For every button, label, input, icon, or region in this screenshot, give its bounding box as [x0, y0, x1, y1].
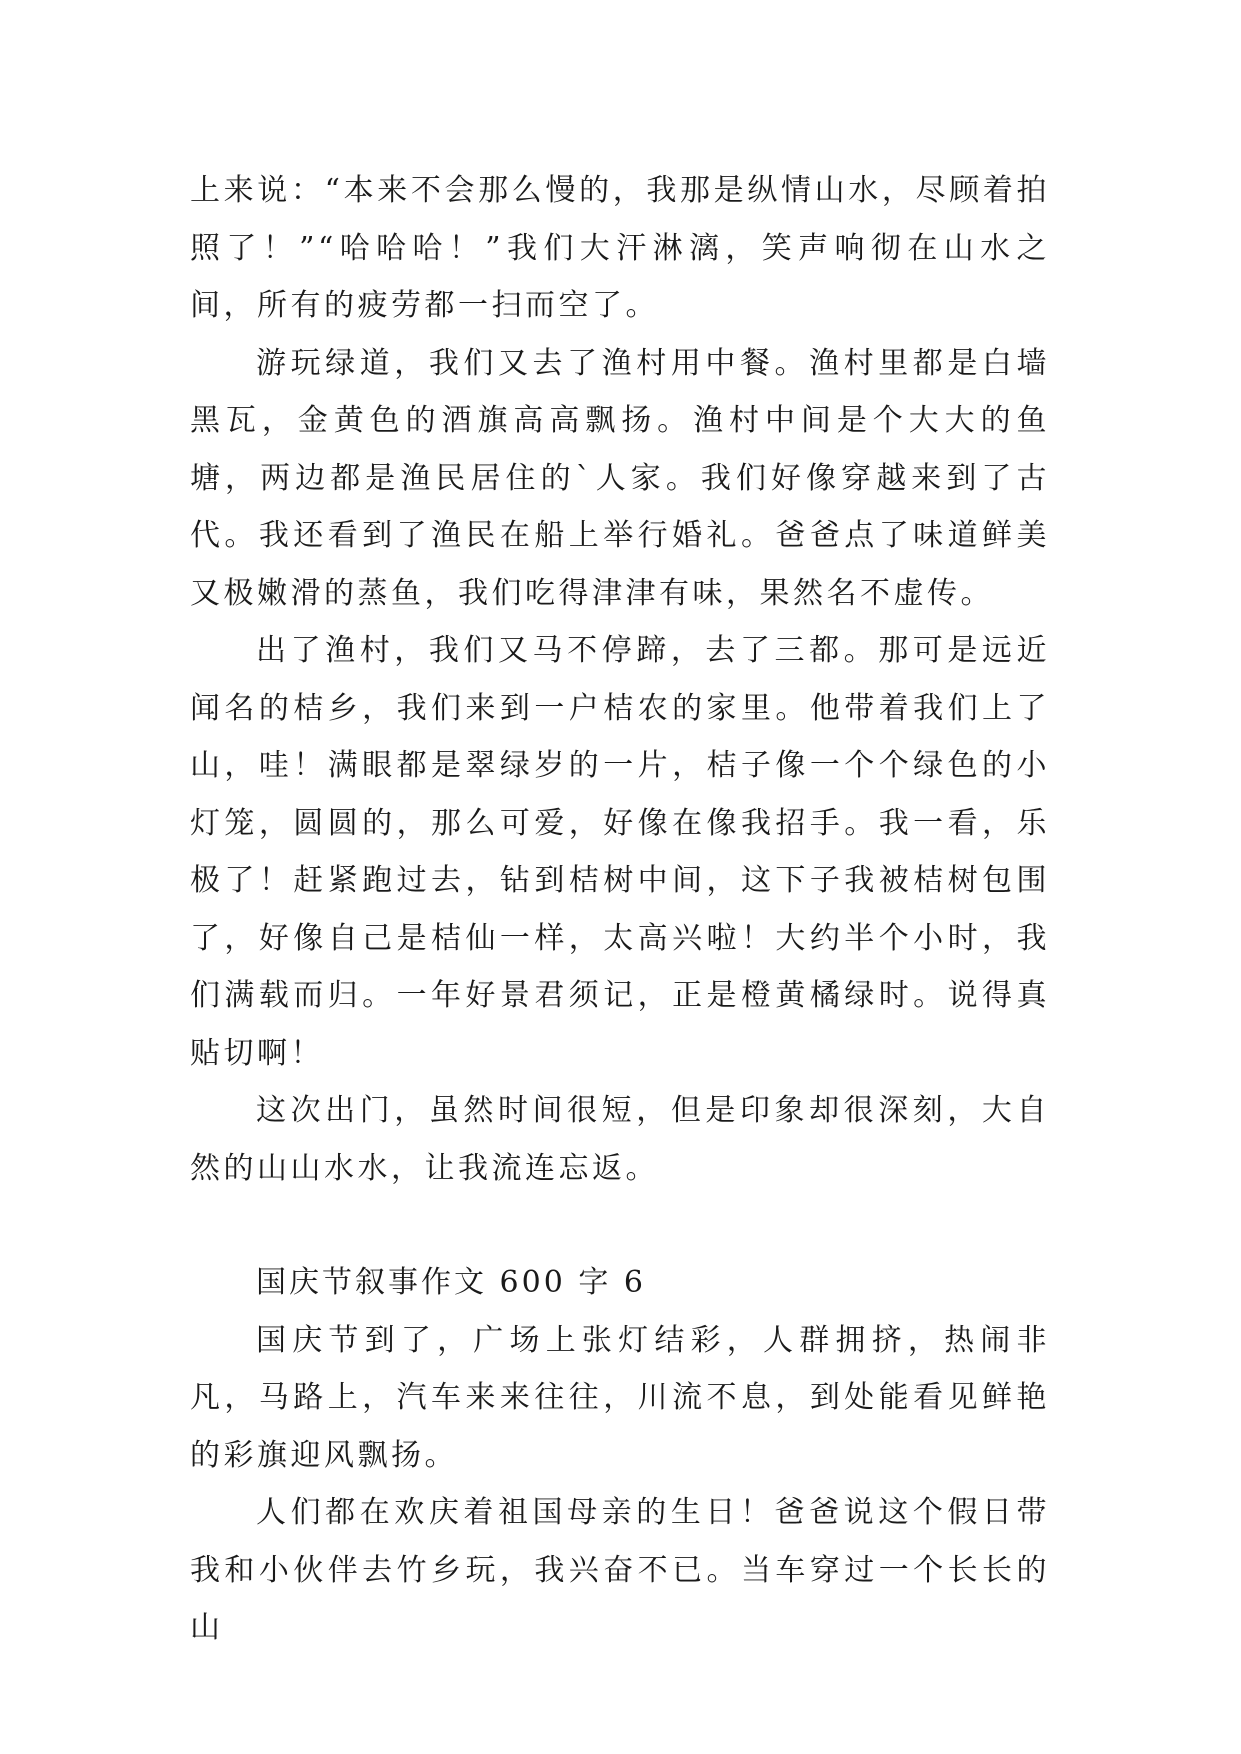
- paragraph-6: 人们都在欢庆着祖国母亲的生日！爸爸说这个假日带我和小伙伴去竹乡玩，我兴奋不已。当车穿过一个长长的山: [190, 1495, 1050, 1645]
- section-gap: [190, 1197, 1050, 1254]
- paragraph-5: 国庆节到了，广场上张灯结彩，人群拥挤，热闹非凡，马路上，汽车来来往往，川流不息，到处能看见鲜艳的彩旗迎风飘扬。: [190, 1322, 1050, 1473]
- paragraph-3: 出了渔村，我们又马不停蹄，去了三都。那可是远近闻名的桔乡，我们来到一户桔农的家里。他带着我们上了山，哇！满眼都是翠绿岁的一片，桔子像一个个绿色的小灯笼，圆圆的，那么可爱，好像在像我招手。我一看，乐极了！赶紧跑过去，钻到桔树中间，这下子我被桔树包围了，好像自己是桔仙一样，太高兴啦！大约半个小时，我们满载而归。一年好景君须记，正是橙黄橘绿时。说得真贴切啊！: [190, 633, 1050, 1071]
- document-body: [190, 162, 1050, 1657]
- paragraph-4: 这次出门，虽然时间很短，但是印象却很深刻，大自然的山山水水，让我流连忘返。: [190, 1093, 1050, 1186]
- paragraph-1: 上来说：“本来不会那么慢的，我那是纵情山水，尽顾着拍照了！”“哈哈哈！”我们大汗淋漓，笑声响彻在山水之间，所有的疲劳都一扫而空了。: [190, 173, 1050, 323]
- section-heading: 国庆节叙事作文 600 字 6: [256, 1265, 646, 1300]
- paragraph-2: 游玩绿道，我们又去了渔村用中餐。渔村里都是白墙黑瓦，金黄色的酒旗高高飘扬。渔村中间是个大大的鱼塘，两边都是渔民居住的`人家。我们好像穿越来到了古代。我还看到了渔民在船上举行婚礼。爸爸点了味道鲜美又极嫩滑的蒸鱼，我们吃得津津有味，果然名不虚传。: [190, 345, 1050, 611]
